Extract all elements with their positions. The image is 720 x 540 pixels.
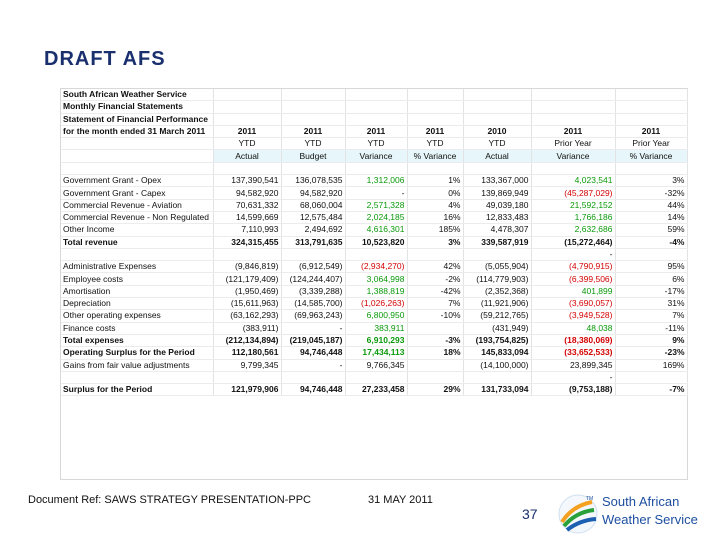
row-value: 49,039,180	[463, 199, 531, 211]
row-value: 7,110,993	[213, 224, 281, 236]
row-label: Commercial Revenue - Aviation	[61, 199, 213, 211]
row-value: 14%	[615, 211, 687, 223]
row-value: (6,399,506)	[531, 273, 615, 285]
row-value: (193,754,825)	[463, 334, 531, 346]
row-value: 10,523,820	[345, 236, 407, 248]
column-header: YTD	[407, 138, 463, 150]
row-value	[407, 322, 463, 334]
row-value: 48,038	[531, 322, 615, 334]
row-value: 12,575,484	[281, 211, 345, 223]
row-value: 121,979,906	[213, 384, 281, 396]
row-value: 313,791,635	[281, 236, 345, 248]
statement-row	[61, 285, 687, 297]
row-value: -42%	[407, 285, 463, 297]
row-value	[281, 248, 345, 260]
row-value	[463, 248, 531, 260]
row-value: 137,390,541	[213, 175, 281, 187]
row-value: 2,494,692	[281, 224, 345, 236]
row-value: (2,934,270)	[345, 261, 407, 273]
logo-text-line1: South African	[602, 494, 680, 509]
row-label: Surplus for the Period	[61, 384, 213, 396]
statement-row	[61, 248, 687, 260]
year-header: 2011	[615, 125, 687, 137]
year-header: 2011	[213, 125, 281, 137]
row-value: 14,599,669	[213, 211, 281, 223]
row-value: (14,100,000)	[463, 359, 531, 371]
year-header: 2011	[407, 125, 463, 137]
column-subheader: Variance	[531, 150, 615, 162]
statement-row	[61, 236, 687, 248]
year-header: 2010	[463, 125, 531, 137]
row-value	[213, 371, 281, 383]
row-value: -	[281, 359, 345, 371]
row-value: (121,179,409)	[213, 273, 281, 285]
row-value: 1,766,186	[531, 211, 615, 223]
row-value: 9,799,345	[213, 359, 281, 371]
row-value: -3%	[407, 334, 463, 346]
row-label: Employee costs	[61, 273, 213, 285]
document-reference: Document Ref: SAWS STRATEGY PRESENTATION-PPC	[28, 494, 312, 506]
page-number: 37	[522, 506, 538, 522]
row-value: (9,753,188)	[531, 384, 615, 396]
row-value: 59%	[615, 224, 687, 236]
financial-statement-sheet	[60, 88, 688, 480]
row-value: 4,023,541	[531, 175, 615, 187]
row-value: -	[531, 371, 615, 383]
row-value: 2,571,328	[345, 199, 407, 211]
row-value: 112,180,561	[213, 347, 281, 359]
row-value: 94,746,448	[281, 384, 345, 396]
row-value: 18%	[407, 347, 463, 359]
saws-logo	[556, 492, 716, 536]
column-header: YTD	[213, 138, 281, 150]
row-label: Administrative Expenses	[61, 261, 213, 273]
trademark-mark: TM	[586, 496, 594, 502]
statement-row	[61, 334, 687, 346]
row-value: -32%	[615, 187, 687, 199]
row-label: Government Grant - Opex	[61, 175, 213, 187]
row-label: Other operating expenses	[61, 310, 213, 322]
slide-title: DRAFT AFS	[44, 48, 166, 70]
row-value: -23%	[615, 347, 687, 359]
row-value: (383,911)	[213, 322, 281, 334]
row-value: (11,921,906)	[463, 298, 531, 310]
row-value: 7%	[615, 310, 687, 322]
document-date: 31 MAY 2011	[368, 494, 433, 506]
row-value: 136,078,535	[281, 175, 345, 187]
column-header: YTD	[345, 138, 407, 150]
row-value	[281, 371, 345, 383]
row-value: -7%	[615, 384, 687, 396]
row-value: 1,388,819	[345, 285, 407, 297]
row-value: (69,963,243)	[281, 310, 345, 322]
row-label: Total revenue	[61, 236, 213, 248]
row-value: 95%	[615, 261, 687, 273]
statement-row	[61, 310, 687, 322]
row-value: 6,800,950	[345, 310, 407, 322]
row-value: 70,631,332	[213, 199, 281, 211]
row-value: (3,690,057)	[531, 298, 615, 310]
row-value: (1,026,263)	[345, 298, 407, 310]
statement-row	[61, 359, 687, 371]
row-value: 16%	[407, 211, 463, 223]
row-value: -	[281, 322, 345, 334]
row-value	[615, 248, 687, 260]
row-value: (9,846,819)	[213, 261, 281, 273]
row-value: 17,434,113	[345, 347, 407, 359]
statement-row	[61, 298, 687, 310]
financial-statement-body	[61, 89, 687, 396]
row-value: 12,833,483	[463, 211, 531, 223]
row-value	[463, 371, 531, 383]
row-value	[407, 248, 463, 260]
statement-row	[61, 384, 687, 396]
row-value: 1,312,006	[345, 175, 407, 187]
row-value: 0%	[407, 187, 463, 199]
row-value: (5,055,904)	[463, 261, 531, 273]
column-subheader: Variance	[345, 150, 407, 162]
row-value: 145,833,094	[463, 347, 531, 359]
column-header: YTD	[281, 138, 345, 150]
row-label	[61, 248, 213, 260]
column-header: Prior Year	[531, 138, 615, 150]
row-value: -	[345, 187, 407, 199]
row-value: 94,582,920	[213, 187, 281, 199]
row-value: 401,899	[531, 285, 615, 297]
row-value: 4,616,301	[345, 224, 407, 236]
row-label: Government Grant - Capex	[61, 187, 213, 199]
row-value: (15,272,464)	[531, 236, 615, 248]
row-value: 3%	[615, 175, 687, 187]
row-value: (6,912,549)	[281, 261, 345, 273]
saws-emblem-icon	[556, 492, 600, 536]
row-value: -17%	[615, 285, 687, 297]
row-value: 4%	[407, 199, 463, 211]
org-name: South African Weather Service	[61, 89, 213, 101]
row-value: (114,779,903)	[463, 273, 531, 285]
financial-statement-table	[61, 89, 688, 396]
statement-row	[61, 224, 687, 236]
column-header: Prior Year	[615, 138, 687, 150]
row-value: 6,910,293	[345, 334, 407, 346]
row-value: (59,212,765)	[463, 310, 531, 322]
row-value: 133,367,000	[463, 175, 531, 187]
row-label: Finance costs	[61, 322, 213, 334]
row-value: 2,024,185	[345, 211, 407, 223]
statement-row	[61, 261, 687, 273]
row-label: Total expenses	[61, 334, 213, 346]
statement-row	[61, 273, 687, 285]
row-value: (124,244,407)	[281, 273, 345, 285]
row-value: 7%	[407, 298, 463, 310]
row-value: 4,478,307	[463, 224, 531, 236]
column-header: YTD	[463, 138, 531, 150]
row-value: (14,585,700)	[281, 298, 345, 310]
row-value: (1,950,469)	[213, 285, 281, 297]
row-label: Depreciation	[61, 298, 213, 310]
row-value: 169%	[615, 359, 687, 371]
row-value: 42%	[407, 261, 463, 273]
period-label: for the month ended 31 March 2011	[61, 125, 213, 137]
row-value: (219,045,187)	[281, 334, 345, 346]
row-value	[407, 371, 463, 383]
row-value: 6%	[615, 273, 687, 285]
row-label	[61, 371, 213, 383]
row-label: Amortisation	[61, 285, 213, 297]
column-subheader: Actual	[213, 150, 281, 162]
row-value: (15,611,963)	[213, 298, 281, 310]
statement-row	[61, 347, 687, 359]
row-value: 339,587,919	[463, 236, 531, 248]
row-value: -11%	[615, 322, 687, 334]
statement-row	[61, 322, 687, 334]
row-value: 139,869,949	[463, 187, 531, 199]
row-value: 3%	[407, 236, 463, 248]
row-value: -2%	[407, 273, 463, 285]
row-value: (212,134,894)	[213, 334, 281, 346]
report-name: Monthly Financial Statements	[61, 101, 213, 113]
row-value: 23,899,345	[531, 359, 615, 371]
row-value: 31%	[615, 298, 687, 310]
row-value	[345, 248, 407, 260]
row-value: 27,233,458	[345, 384, 407, 396]
row-value	[213, 248, 281, 260]
row-value: 68,060,004	[281, 199, 345, 211]
statement-name: Statement of Financial Performance	[61, 113, 213, 125]
row-value: (45,287,029)	[531, 187, 615, 199]
year-header: 2011	[345, 125, 407, 137]
logo-text-line2: Weather Service	[602, 512, 698, 527]
row-value: 131,733,094	[463, 384, 531, 396]
row-value: (2,352,368)	[463, 285, 531, 297]
row-value	[615, 371, 687, 383]
row-value: (18,380,069)	[531, 334, 615, 346]
row-value: (3,949,528)	[531, 310, 615, 322]
row-value	[407, 359, 463, 371]
row-value: (4,790,915)	[531, 261, 615, 273]
row-label: Commercial Revenue - Non Regulated	[61, 211, 213, 223]
year-header: 2011	[531, 125, 615, 137]
row-value: (431,949)	[463, 322, 531, 334]
row-value: 29%	[407, 384, 463, 396]
row-value: 324,315,455	[213, 236, 281, 248]
column-subheader: Budget	[281, 150, 345, 162]
row-label: Other Income	[61, 224, 213, 236]
statement-row	[61, 187, 687, 199]
row-value: -4%	[615, 236, 687, 248]
row-label: Operating Surplus for the Period	[61, 347, 213, 359]
row-label: Gains from fair value adjustments	[61, 359, 213, 371]
statement-row	[61, 371, 687, 383]
row-value: 9%	[615, 334, 687, 346]
column-subheader: Actual	[463, 150, 531, 162]
row-value: 9,766,345	[345, 359, 407, 371]
year-header: 2011	[281, 125, 345, 137]
statement-row	[61, 199, 687, 211]
row-value: 383,911	[345, 322, 407, 334]
row-value: (63,162,293)	[213, 310, 281, 322]
column-subheader: % Variance	[407, 150, 463, 162]
row-value: 3,064,998	[345, 273, 407, 285]
row-value: 21,592,152	[531, 199, 615, 211]
row-value: -	[531, 248, 615, 260]
statement-row	[61, 175, 687, 187]
row-value: 2,632,686	[531, 224, 615, 236]
row-value: 1%	[407, 175, 463, 187]
row-value: 185%	[407, 224, 463, 236]
row-value: -10%	[407, 310, 463, 322]
column-subheader: % Variance	[615, 150, 687, 162]
row-value: 94,746,448	[281, 347, 345, 359]
row-value: 44%	[615, 199, 687, 211]
statement-row	[61, 211, 687, 223]
row-value: (33,652,533)	[531, 347, 615, 359]
row-value: 94,582,920	[281, 187, 345, 199]
row-value	[345, 371, 407, 383]
row-value: (3,339,288)	[281, 285, 345, 297]
